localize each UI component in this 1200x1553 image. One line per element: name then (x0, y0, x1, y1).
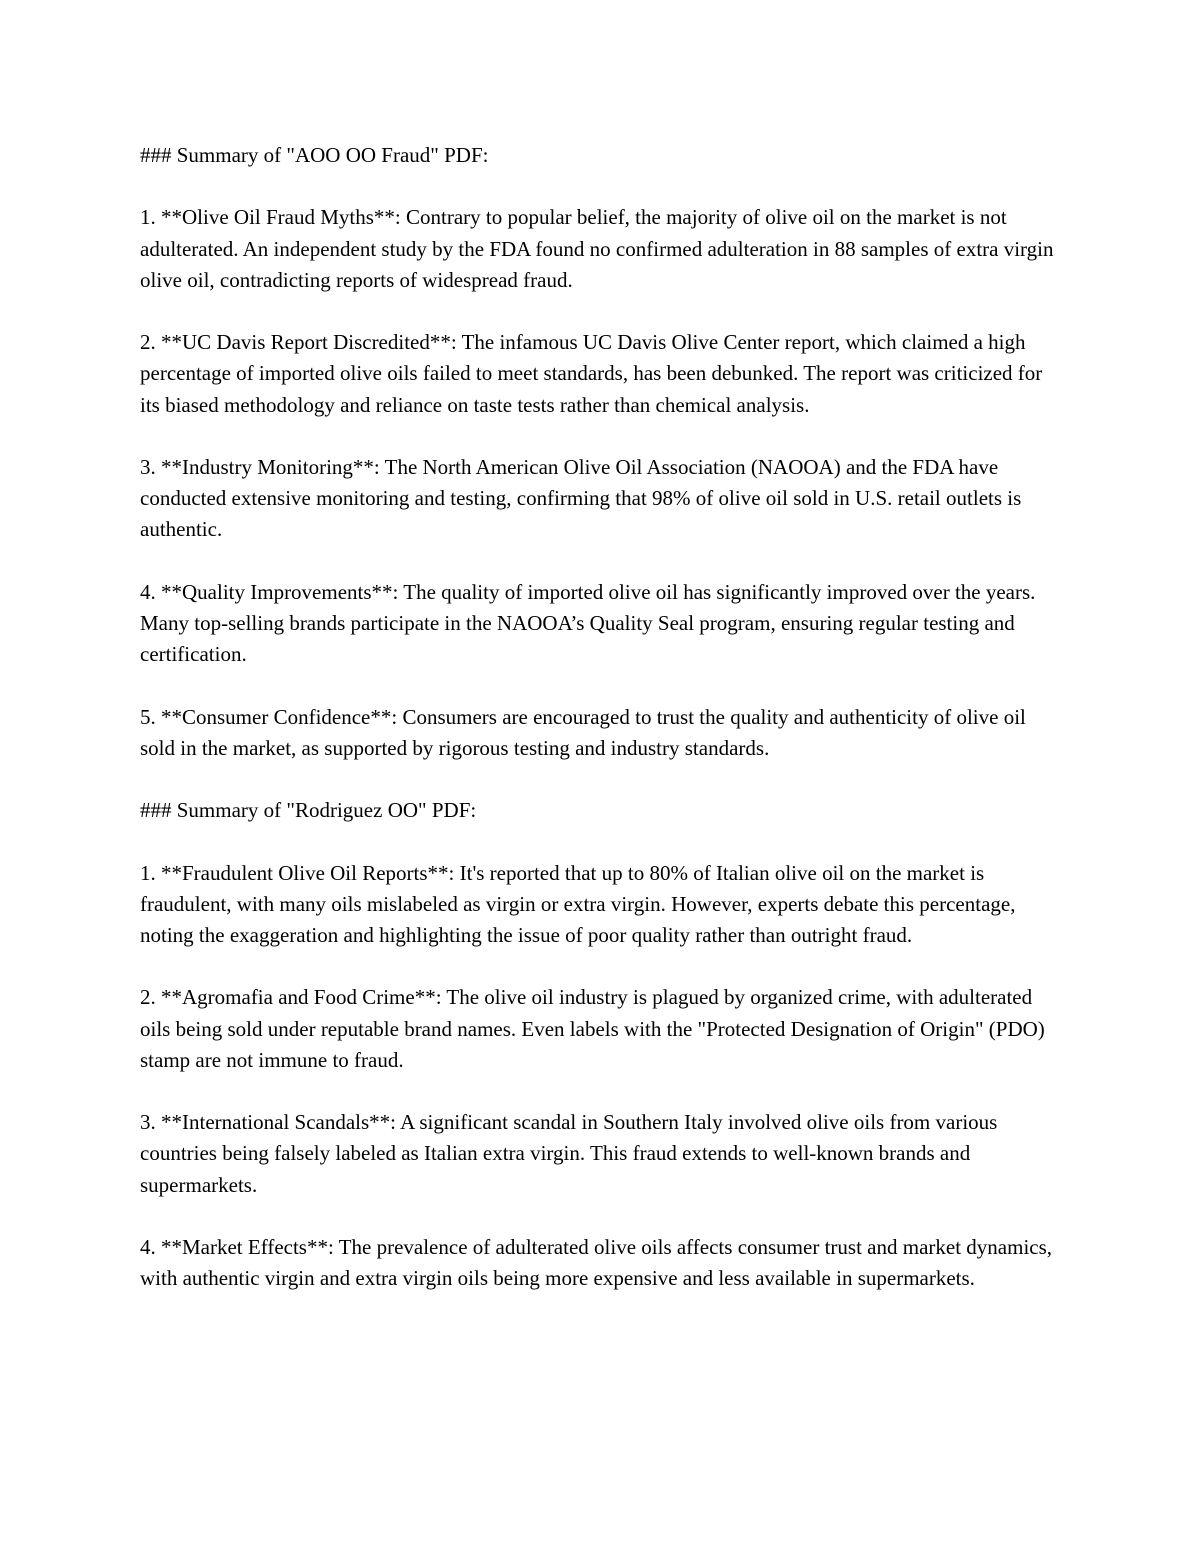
aoo-item-5: 5. **Consumer Confidence**: Consumers are encouraged to trust the quality and authenticity of olive oil sold in the market, as supported by rigorous testing and industry standards. (140, 704, 1026, 760)
aoo-item-2: 2. **UC Davis Report Discredited**: The infamous UC Davis Olive Center report, which claimed a high percentage of imported olive oils failed to meet standards, has been debunked. The report was criticized for its biased methodology and reliance on taste tests rather than chemical analysis. (140, 330, 1043, 417)
rodriguez-item-3: 3. **International Scandals**: A significant scandal in Southern Italy involved olive oils from various countries being falsely labeled as Italian extra virgin. This fraud extends to well-known brands and supermarkets. (140, 1110, 998, 1197)
aoo-item-3: 3. **Industry Monitoring**: The North American Olive Oil Association (NAOOA) and the FDA have conducted extensive monitoring and testing, confirming that 98% of olive oil sold in U.S. retail outlets is authentic. (140, 454, 1022, 542)
rodriguez-item-1: 1. **Fraudulent Olive Oil Reports**: It's reported that up to 80% of Italian olive oil on the market is fraudulent, with many oils mislabeled as virgin or extra virgin. However, experts debate this percentage, noting the exaggeration and highlighting the issue of poor quality rather than outright fraud. (140, 860, 1016, 947)
aoo-item-4: 4. **Quality Improvements**: The quality of imported olive oil has significantly improved over the years. Many top-selling brands participate in the NAOOA’s Quality Seal program, ensuring regular testing and certification. (140, 579, 1036, 667)
rodriguez-item-4: 4. **Market Effects**: The prevalence of adulterated olive oils affects consumer trust and market dynamics, with authentic virgin and extra virgin oils being more expensive and less available in supermarkets. (140, 1234, 1053, 1291)
section-heading-rodriguez: ### Summary of "Rodriguez OO" PDF: (140, 798, 477, 823)
aoo-item-1: 1. **Olive Oil Fraud Myths**: Contrary to popular belief, the majority of olive oil on the market is not adulterated. An independent study by the FDA found no confirmed adulteration in 88 samples of extra virgin olive oil, contradicting reports of widespread fraud. (140, 205, 1054, 292)
section-heading-aoo: ### Summary of "AOO OO Fraud" PDF: (140, 143, 489, 167)
document-page (140, 140, 1065, 1326)
rodriguez-item-2: 2. **Agromafia and Food Crime**: The olive oil industry is plagued by organized crime, with adulterated oils being sold under reputable brand names. Even labels with the "Protected Designation of Origin" (PDO) stamp are not immune to fraud. (140, 985, 1045, 1072)
